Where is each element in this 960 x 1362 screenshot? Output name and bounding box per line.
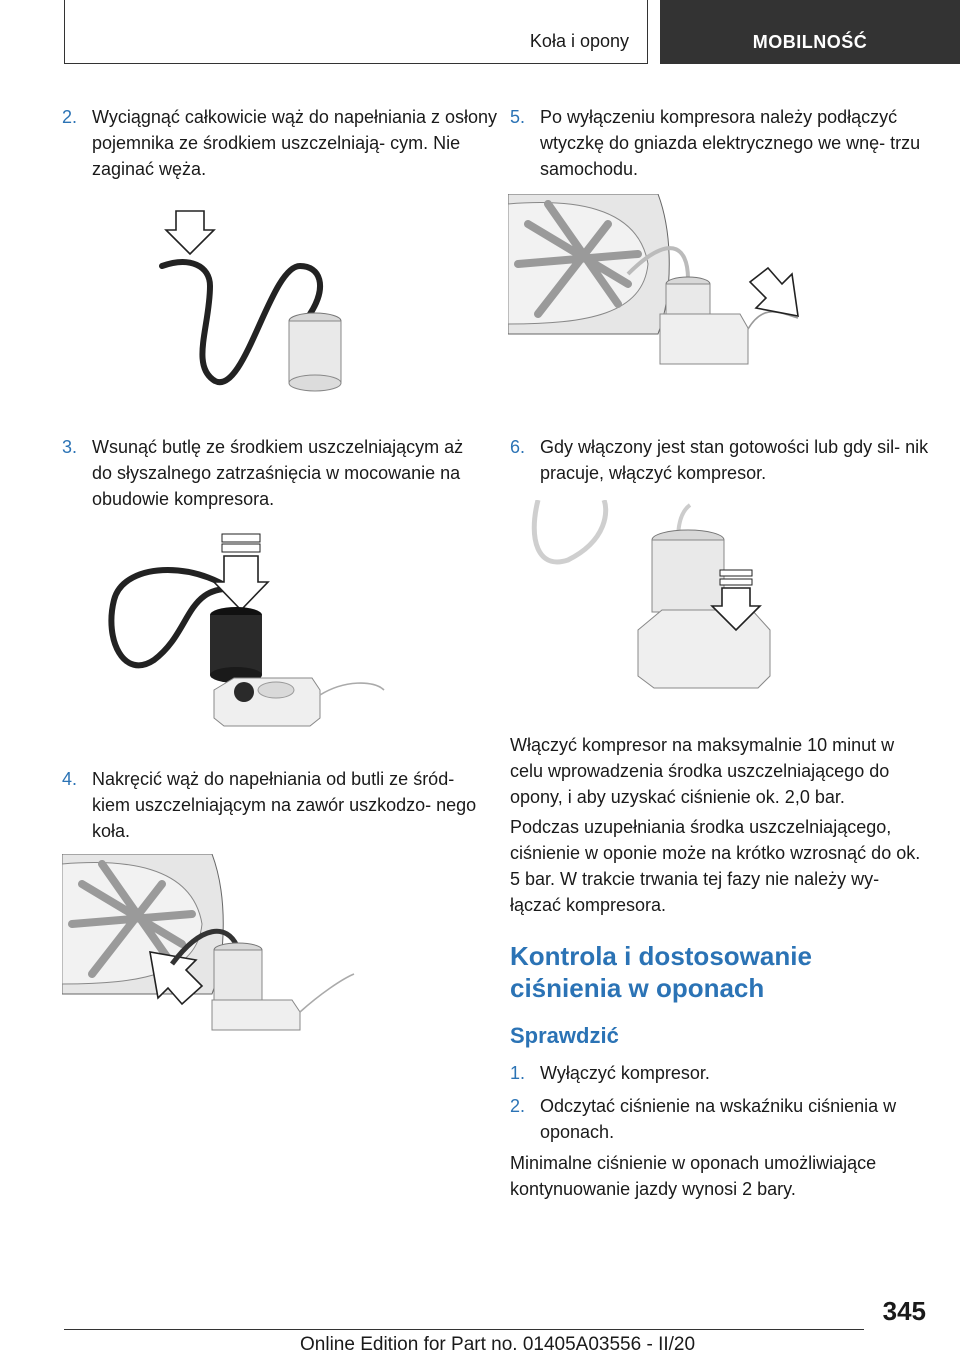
header-chapter-title: MOBILNOŚĆ xyxy=(752,32,868,52)
step-5 xyxy=(510,104,930,182)
step-text: Gdy włączony jest stan gotowości lub gdy sil‐ nik pracuje, włączyć kompresor. xyxy=(540,437,929,483)
body-paragraph-2: Podczas uzupełniania środka uszczelniającego, ciśnienie w oponie może na krótko wzrosnąć do ok. 5 bar. W trakcie trwania tej fazy nie należy wy‐ łączać kompresora. xyxy=(510,817,921,915)
header-section-box xyxy=(64,0,648,64)
step-text: Wyłączyć kompresor. xyxy=(540,1063,710,1083)
check-step-2 xyxy=(510,1093,930,1145)
step-number: 2. xyxy=(62,107,78,127)
section-heading: Kontrola i dostosowanie ciśnienia w oponach xyxy=(510,941,812,1003)
step-text: Odczytać ciśnienie na wskaźniku ciśnienia w oponach. xyxy=(540,1096,897,1142)
step-number: 1. xyxy=(510,1063,526,1083)
step-6 xyxy=(510,434,930,486)
step-text: Po wyłączeniu kompresora należy podłączyć wtyczkę do gniazda elektrycznego we wnę‐ trzu samochodu. xyxy=(540,107,921,179)
step-number: 4. xyxy=(62,769,78,789)
step-number: 3. xyxy=(62,437,78,457)
subsection-heading: Sprawdzić xyxy=(510,1023,619,1048)
step-number: 2. xyxy=(510,1096,526,1116)
step-number: 6. xyxy=(510,437,526,457)
hose-illustration xyxy=(150,206,350,396)
valve-connect-illustration xyxy=(62,854,362,1034)
step-3 xyxy=(62,434,482,512)
bottle-insert-illustration xyxy=(84,530,394,730)
body-paragraph-1: Włączyć kompresor na maksymalnie 10 minut w celu wprowadzenia środka uszczelniającego do opony, i aby uzyskać ciśnienie ok. 2,0 bar. xyxy=(510,735,895,807)
footer-divider xyxy=(64,1329,864,1330)
step-text: Wsunąć butlę ze środkiem uszczelniającym aż do słyszalnego zatrzaśnięcia w mocowanie na obudowie kompresora. xyxy=(92,437,464,509)
step-2 xyxy=(62,104,498,182)
page-number: 345 xyxy=(882,1296,926,1326)
body-paragraph-3: Minimalne ciśnienie w oponach umożliwiające kontynuowanie jazdy wynosi 2 bary. xyxy=(510,1153,877,1199)
plug-socket-illustration xyxy=(508,194,808,380)
step-text: Wyciągnąć całkowicie wąż do napełniania z osłony pojemnika ze środkiem uszczelniają‐ cym. Nie zaginać węża. xyxy=(92,107,498,179)
header-chapter-box xyxy=(660,0,960,64)
header-section-title: Koła i opony xyxy=(529,31,629,51)
footer-edition: Online Edition for Part no. 01405A03556 - II/20 xyxy=(300,1334,696,1355)
check-step-1 xyxy=(510,1060,930,1086)
step-number: 5. xyxy=(510,107,526,127)
step-4 xyxy=(62,766,482,844)
compressor-switch-illustration xyxy=(508,500,788,696)
step-text: Nakręcić wąż do napełniania od butli ze śród‐ kiem uszczelniającym na zawór uszkodzo‐ nego koła. xyxy=(92,769,477,841)
